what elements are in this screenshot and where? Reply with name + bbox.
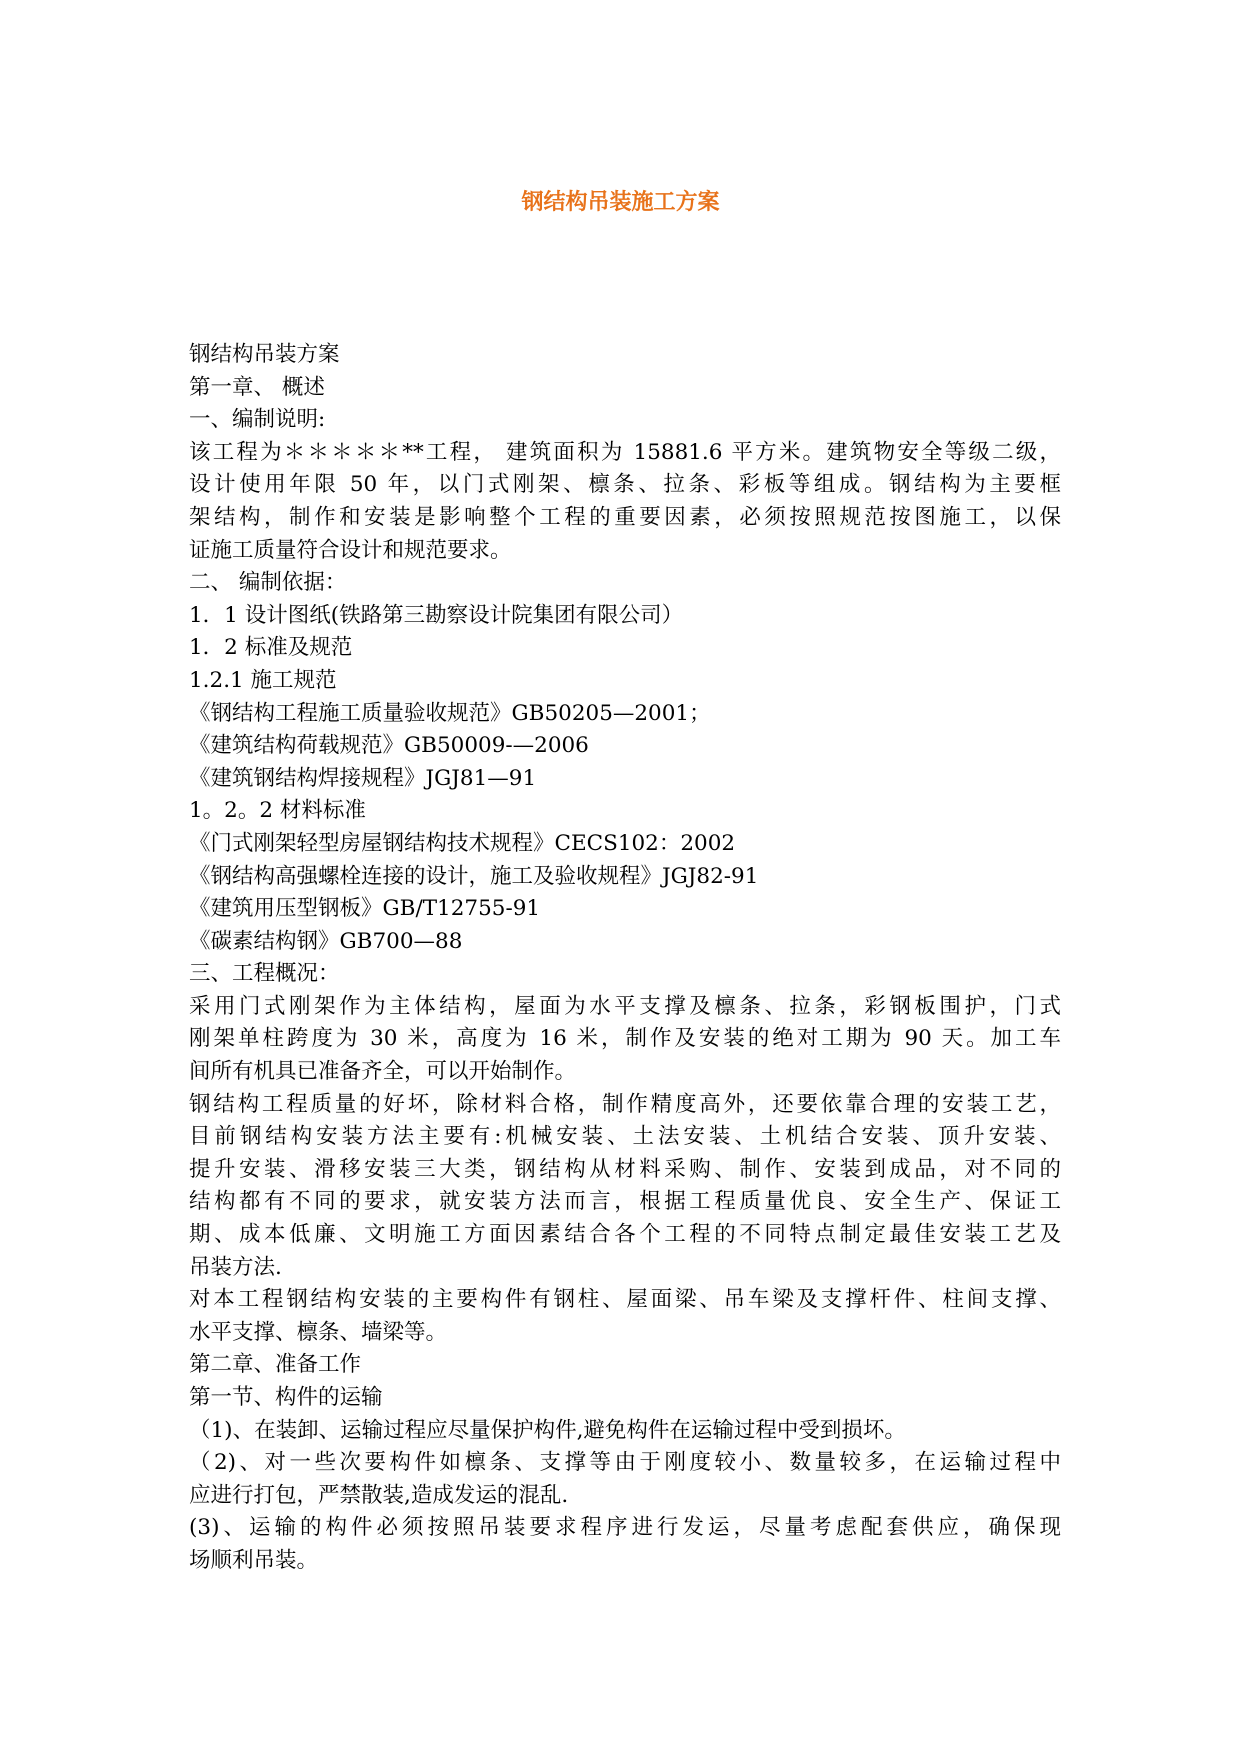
text-line: 场顺利吊装。: [189, 1547, 319, 1573]
text-line: 《建筑钢结构焊接规程》JGJ81—91: [189, 765, 537, 791]
document-title: 钢结构吊装施工方案: [521, 190, 720, 215]
text-line: 设计使用年限 50 年，以门式刚架、檩条、拉条、彩板等组成。钢结构为主要框: [189, 472, 1061, 498]
text-line: 刚架单柱跨度为 30 米，高度为 16 米，制作及安装的绝对工期为 90 天。加工车: [189, 1026, 1061, 1052]
text-line: 目前钢结构安装方法主要有:机械安装、土法安装、土机结合安装、顶升安装、: [189, 1124, 1061, 1150]
text-line: 1.2.1 施工规范: [189, 667, 337, 693]
text-line: 结构都有不同的要求，就安装方法而言，根据工程质量优良、安全生产、保证工: [189, 1189, 1061, 1215]
text-line: 《钢结构工程施工质量验收规范》GB50205—2001；: [189, 700, 711, 726]
text-line: 第一章、 概述: [189, 374, 325, 400]
text-line: 1。2。2 材料标准: [189, 798, 366, 824]
text-line: 应进行打包，严禁散装,造成发运的混乱.: [189, 1482, 569, 1508]
text-line: 《碳素结构钢》GB700—88: [189, 928, 463, 954]
text-line: 二、 编制依据：: [189, 570, 347, 596]
text-line: 对本工程钢结构安装的主要构件有钢柱、屋面梁、吊车梁及支撑杆件、柱间支撑、: [189, 1287, 1061, 1313]
text-line: 《建筑用压型钢板》GB/T12755-91: [189, 896, 541, 922]
text-line: 间所有机具已准备齐全，可以开始制作。: [189, 1059, 577, 1085]
text-line: 架结构，制作和安装是影响整个工程的重要因素，必须按照规范按图施工，以保: [189, 504, 1061, 530]
text-line: 《钢结构高强螺栓连接的设计，施工及验收规程》JGJ82-91: [189, 863, 759, 889]
text-line: （1)、在装卸、运输过程应尽量保护构件,避免构件在运输过程中受到损坏。: [189, 1417, 906, 1443]
text-line: 三、工程概况：: [189, 961, 340, 987]
text-line: 水平支撑、檩条、墙梁等。: [189, 1319, 448, 1345]
text-line: 钢结构吊装方案: [189, 342, 340, 367]
text-line: 采用门式刚架作为主体结构，屋面为水平支撑及檩条、拉条，彩钢板围护，门式: [189, 993, 1061, 1019]
text-line: (3)、运输的构件必须按照吊装要求程序进行发运，尽量考虑配套供应，确保现: [189, 1515, 1061, 1541]
text-line: 第二章、准备工作: [189, 1352, 362, 1378]
text-line: 证施工质量符合设计和规范要求。: [189, 537, 512, 563]
text-line: 第一节、构件的运输: [189, 1385, 383, 1410]
text-line: 1．2 标准及规范: [189, 635, 353, 661]
text-line: （2)、对一些次要构件如檩条、支撑等由于刚度较小、数量较多，在运输过程中: [189, 1450, 1061, 1476]
text-line: 提升安装、滑移安装三大类，钢结构从材料采购、制作、安装到成品，对不同的: [189, 1156, 1061, 1182]
text-line: 钢结构工程质量的好坏，除材料合格，制作精度高外，还要依靠合理的安装工艺，: [189, 1091, 1061, 1117]
document-body: [189, 339, 1061, 1578]
text-line: 1．1 设计图纸(铁路第三勘察设计院集团有限公司）: [189, 602, 684, 628]
text-line: 一、编制说明:: [189, 407, 326, 433]
text-line: 期、成本低廉、文明施工方面因素结合各个工程的不同特点制定最佳安装工艺及: [189, 1222, 1061, 1248]
text-line: 该工程为＊＊＊＊＊**工程， 建筑面积为 15881.6 平方米。建筑物安全等级二级，: [189, 439, 1061, 465]
text-line: 《建筑结构荷载规范》GB50009-—2006: [189, 733, 589, 759]
text-line: 吊装方法.: [189, 1254, 282, 1280]
text-line: 《门式刚架轻型房屋钢结构技术规程》CECS102：2002: [189, 830, 736, 856]
